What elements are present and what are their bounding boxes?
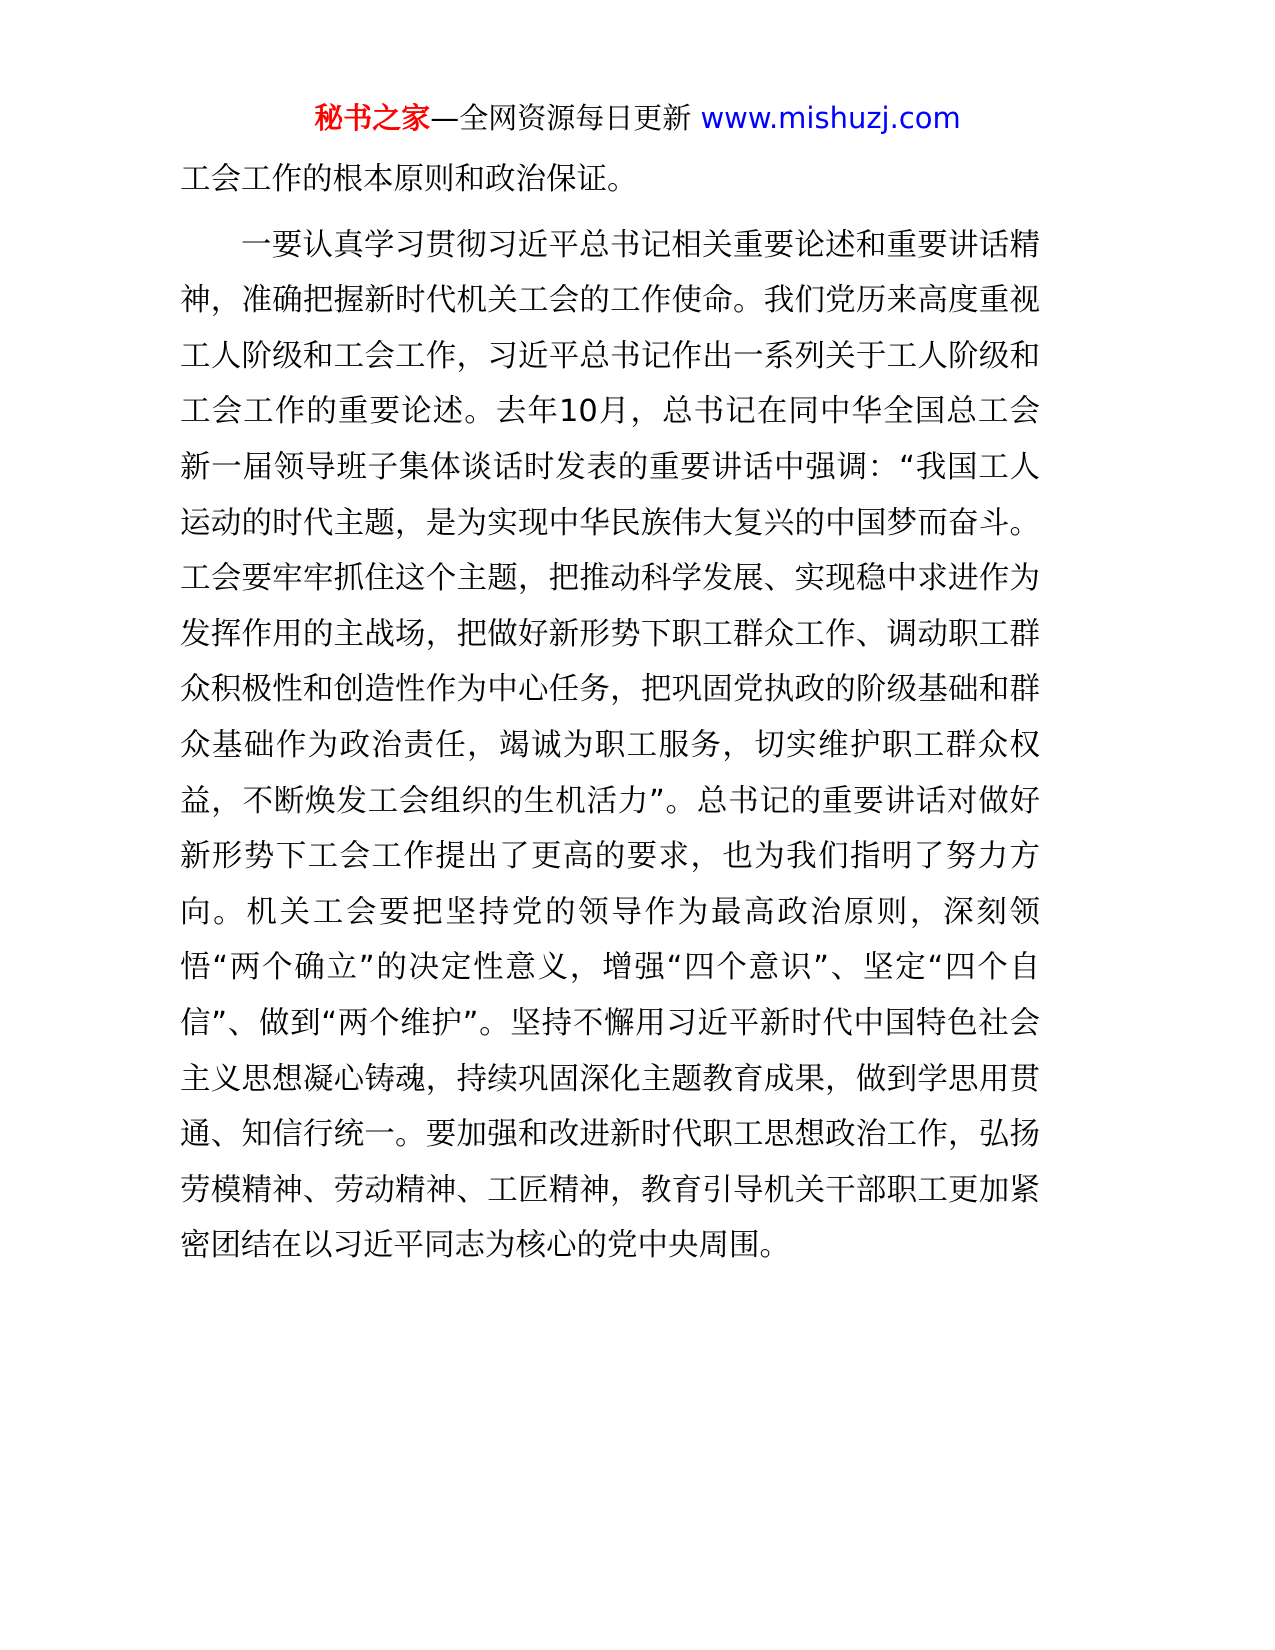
brand-name: 秘书之家 [314, 101, 431, 135]
continuation-line: 工会工作的根本原则和政治保证。 [180, 162, 638, 197]
paragraph: 一要认真学习贯彻习近平总书记相关重要论述和重要讲话精神，准确把握新时代机关工会的工作使命。我们党历来高度重视工人阶级和工会工作，习近平总书记作出一系列关于工人阶级和工会工作的重要论述。去年10月，总书记在同中华全国总工会新一届领导班子集体谈话时发表的重要讲话中强调：“我国工人运动的时代主题，是为实现中华民族伟大复兴的中国梦而奋斗。工会要牢牢抓住这个主题，把推动科学发展、实现稳中求进作为发挥作用的主战场，把做好新形势下职工群众工作、调动职工群众积极性和创造性作为中心任务，把巩固党执政的阶级基础和群众基础作为政治责任，竭诚为职工服务，切实维护职工群众权益，不断焕发工会组织的生机活力”。总书记的重要讲话对做好新形势下工会工作提出了更高的要求，也为我们指明了努力方向。机关工会要把坚持党的领导作为最高政治原则，深刻领悟“两个确立”的决定性意义，增强“四个意识”、坚定“四个自信”、做到“两个维护”。坚持不懈用习近平新时代中国特色社会主义思想凝心铸魂，持续巩固深化主题教育成果，做到学思用贯通、知信行统一。要加强和改进新时代职工思想政治工作，弘扬劳模精神、劳动精神、工匠精神，教育引导机关干部职工更加紧密团结在以习近平同志为核心的党中央周围。 [180, 227, 1040, 1264]
document-body [180, 152, 1040, 1274]
watermark-header [0, 98, 1275, 138]
header-tagline: —全网资源每日更新 [430, 101, 692, 135]
site-url: www.mishuzj.com [700, 101, 961, 135]
